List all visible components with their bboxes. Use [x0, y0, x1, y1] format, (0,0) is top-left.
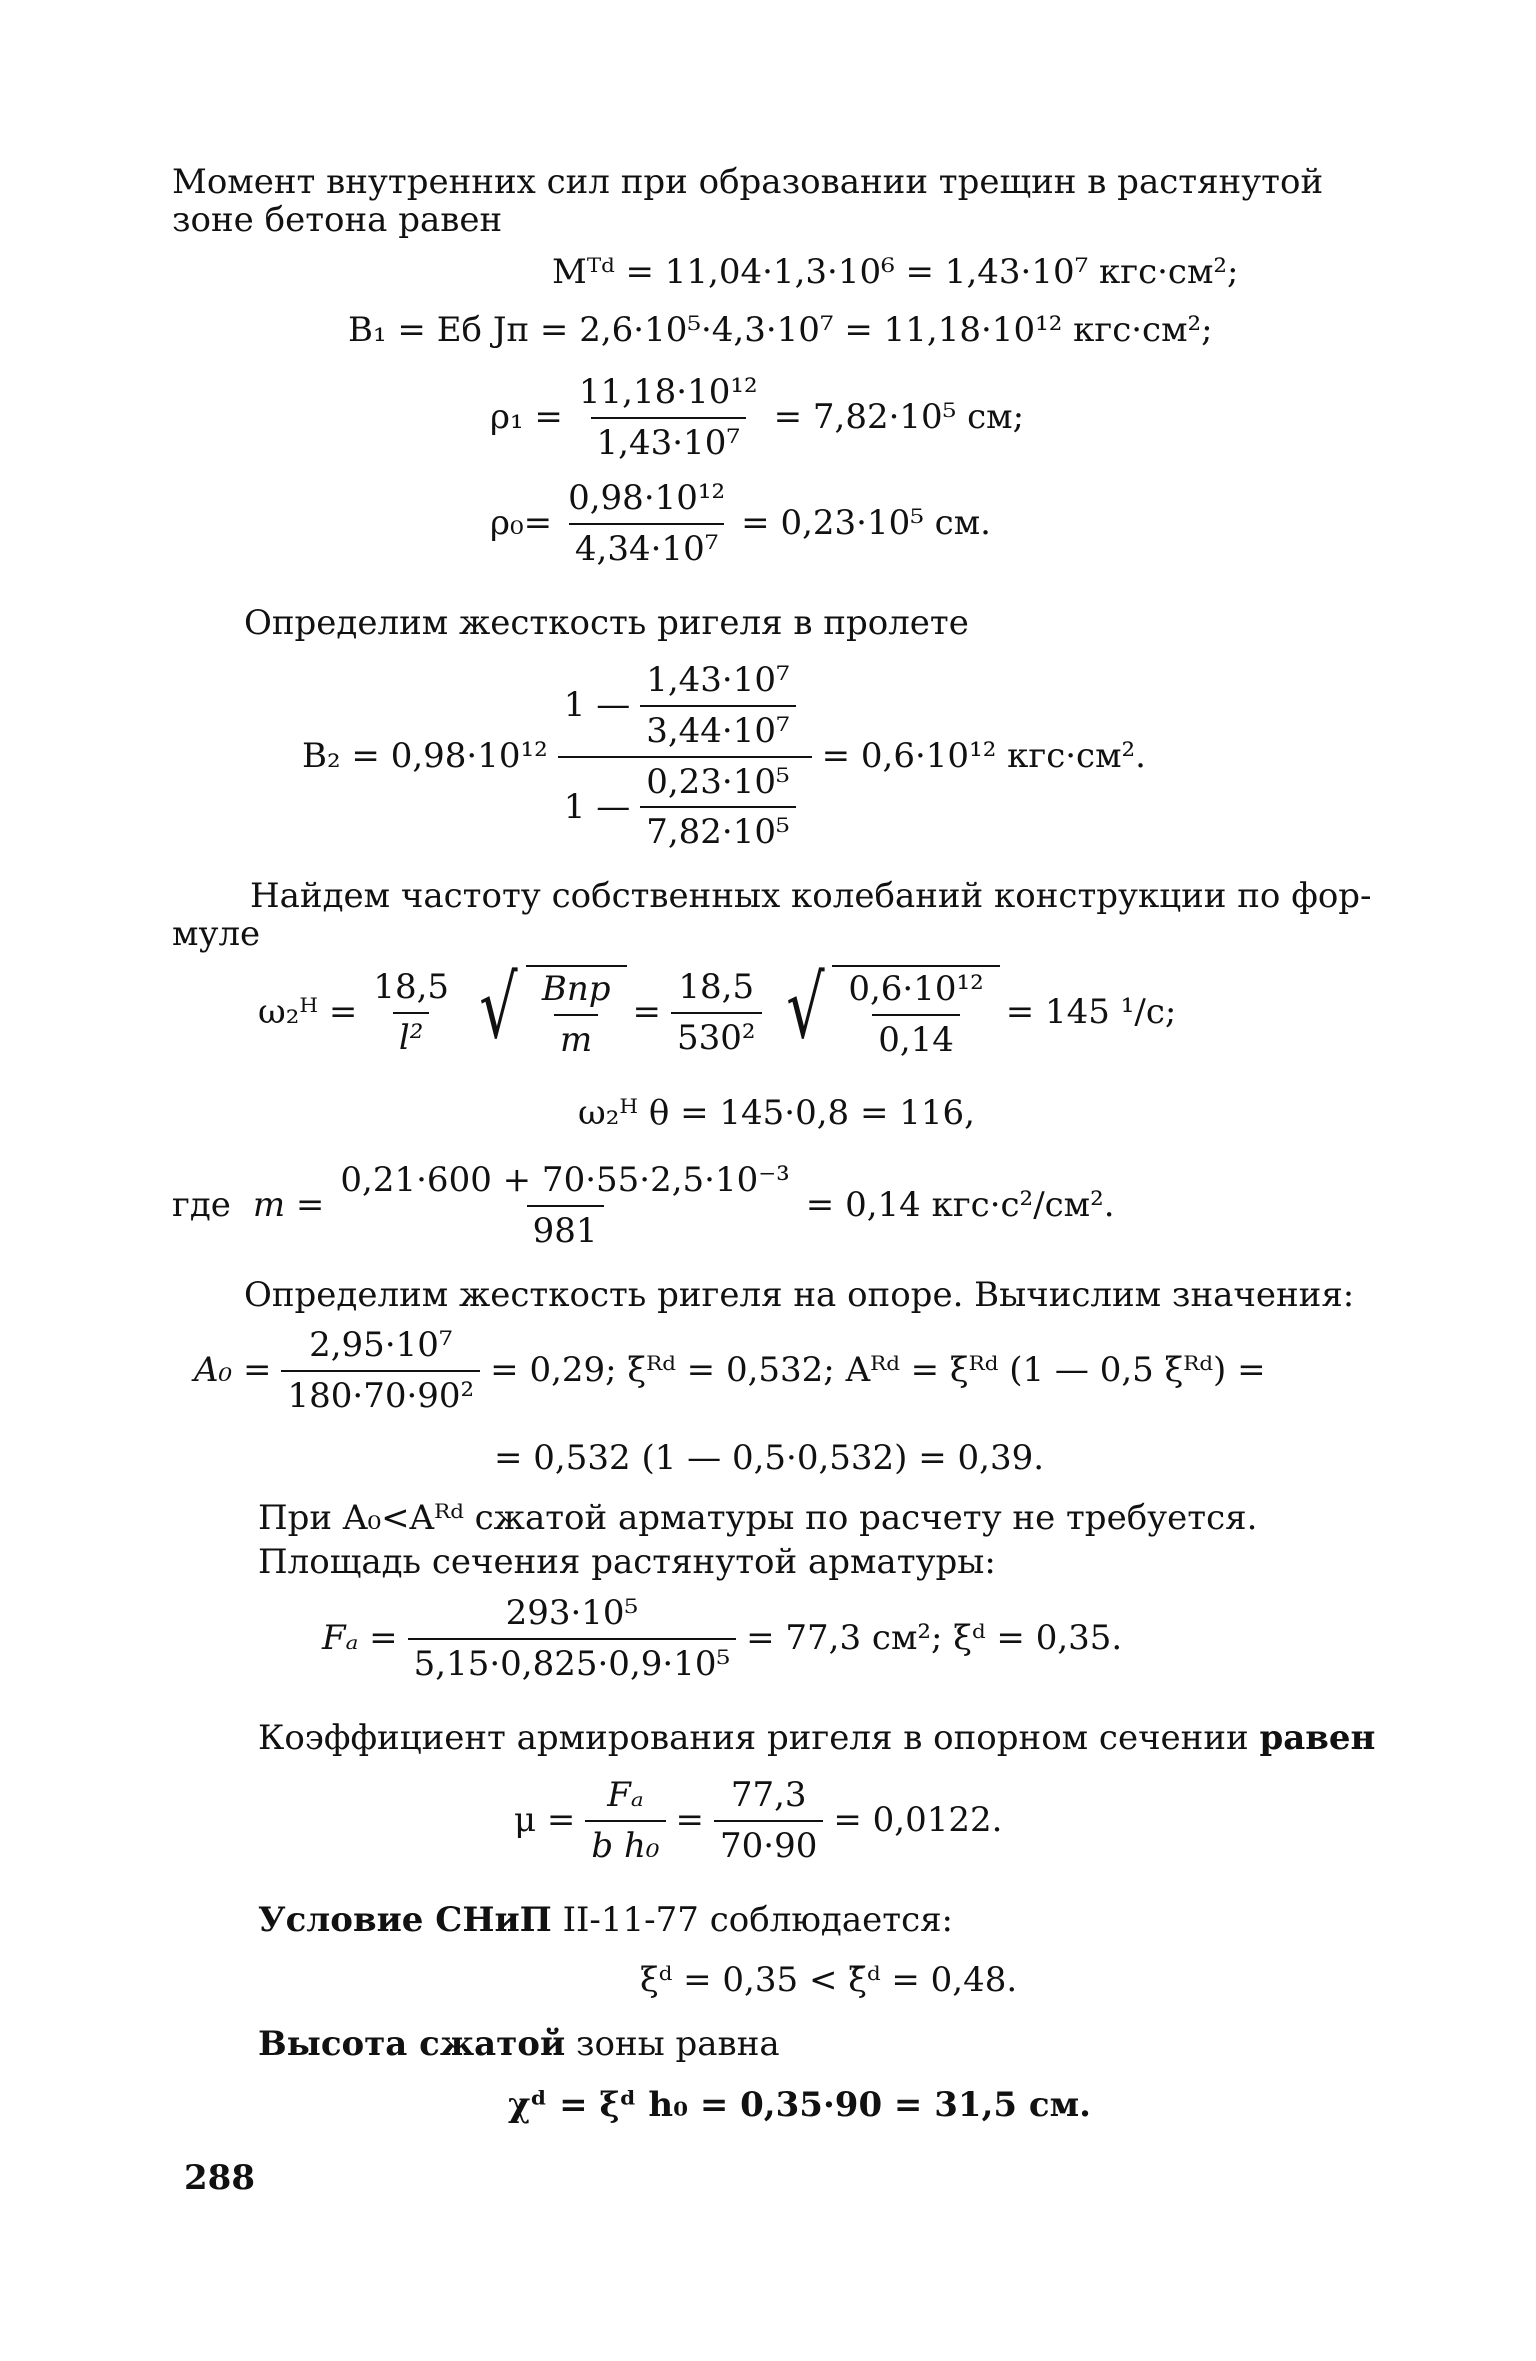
- reinforcement-text: [258, 1718, 1375, 1759]
- rho0-fraction: [562, 478, 731, 570]
- omega-rhs: = 145 ¹/с;: [1005, 992, 1177, 1033]
- reinforcement-text-b: равен: [1259, 1718, 1376, 1758]
- fa-rhs: = 77,3 см²; ξᵈ = 0,35.: [746, 1618, 1123, 1659]
- rho1-lhs: ρ₁ =: [490, 397, 563, 438]
- omega-frac-1: [367, 967, 455, 1059]
- b2-top-one: 1 —: [563, 685, 631, 726]
- root-2-num: 0,6·10¹²: [848, 969, 984, 1009]
- reinforcement-text-a: Коэффициент армирования ригеля в опорном сечении: [258, 1718, 1249, 1758]
- equation-omega: [258, 958, 1177, 1061]
- root-1-num: Bпр: [541, 969, 611, 1009]
- mu-frac-2-den: 70·90: [714, 1820, 823, 1867]
- a0-fraction: [281, 1325, 480, 1417]
- omega-frac-1-den: l²: [393, 1012, 430, 1059]
- equation-b1: B₁ = Eб Jп = 2,6·10⁵·4,3·10⁷ = 11,18·10¹² кгс·см²;: [348, 310, 1213, 350]
- a0-denominator: 180·70·90²: [281, 1370, 480, 1417]
- equation-mt: Mᵀᵈ = 11,04·1,3·10⁶ = 1,43·10⁷ кгс·см²;: [552, 252, 1239, 292]
- a0-lhs: A₀ =: [194, 1350, 272, 1391]
- rho1-rhs: = 7,82·10⁵ см;: [773, 397, 1025, 438]
- omega-root-1: [471, 958, 626, 1061]
- mu-lhs: μ =: [514, 1800, 576, 1841]
- omega-root-2: [778, 958, 1000, 1061]
- mu-frac-1-num: Fₐ: [607, 1775, 644, 1815]
- equation-rho0: [490, 478, 991, 570]
- mu-frac-2: [714, 1775, 823, 1867]
- rho0-rhs: = 0,23·10⁵ см.: [741, 503, 991, 544]
- snip-condition: ξᵈ = 0,35 < ξ̄ᵈ = 0,48.: [640, 1960, 1018, 2000]
- fa-fraction: [408, 1593, 736, 1685]
- mass-lhs: m =: [252, 1185, 325, 1226]
- mass-denominator: 981: [527, 1205, 604, 1252]
- equation-mu: [514, 1775, 1002, 1867]
- omega-root-2-frac: [842, 969, 989, 1061]
- mu-rhs: = 0,0122.: [833, 1800, 1003, 1841]
- root-1-sign-icon: √: [479, 958, 518, 1058]
- rho0-lhs: ρ₀=: [490, 503, 553, 544]
- mu-equals: =: [675, 1800, 705, 1841]
- support-note: При A₀<Aᴿᵈ сжатой арматуры по расчету не требуется.: [258, 1498, 1258, 1538]
- stiffness-span-text: Определим жесткость ригеля в пролете: [244, 603, 969, 643]
- omega-root-1-frac: [536, 969, 617, 1061]
- b2-bot-fraction: [640, 762, 795, 854]
- a0-numerator: 2,95·10⁷: [309, 1325, 453, 1365]
- fa-denominator: 5,15·0,825·0,9·10⁵: [408, 1638, 736, 1685]
- mass-rhs: = 0,14 кгс·с²/см².: [805, 1185, 1115, 1226]
- frequency-text-1: Найдем частоту собственных колебаний конструкции по фор-: [250, 876, 1372, 916]
- b2-top-fraction: [640, 660, 795, 752]
- omega-equals: =: [632, 992, 661, 1033]
- b2-top-num: 1,43·10⁷: [646, 660, 790, 700]
- frequency-text-2: муле: [172, 914, 261, 954]
- a0-rhs: = 0,29; ξᴿᵈ = 0,532; Aᴿᵈ = ξᴿᵈ (1 — 0,5 ξᴿᵈ) =: [490, 1350, 1266, 1391]
- omega-theta: ω₂ᴴ θ = 145·0,8 = 116,: [578, 1093, 975, 1133]
- equation-mass: [172, 1160, 1115, 1252]
- b2-bot-one: 1 —: [563, 786, 631, 827]
- equation-a0: [194, 1325, 1266, 1417]
- omega-frac-2-den: 530²: [671, 1012, 762, 1059]
- intro-line-1: Момент внутренних сил при образовании трещин в растянутой: [172, 162, 1324, 202]
- snip-text-bold: Условие СНиП: [258, 1900, 552, 1940]
- mu-frac-1-den: b h₀: [585, 1820, 665, 1867]
- b2-lhs: B₂ = 0,98·10¹²: [302, 736, 548, 777]
- b2-fraction: [558, 660, 812, 853]
- mass-fraction: [334, 1160, 795, 1252]
- b2-denominator: [558, 756, 812, 854]
- a0-line-2: = 0,532 (1 — 0,5·0,532) = 0,39.: [494, 1438, 1045, 1478]
- omega-frac-1-num: 18,5: [373, 967, 450, 1007]
- root-2-sign-icon: √: [785, 958, 825, 1058]
- rho1-numerator: 11,18·10¹²: [578, 372, 758, 412]
- rho0-denominator: 4,34·10⁷: [569, 523, 724, 570]
- b2-rhs: = 0,6·10¹² кгс·см².: [821, 736, 1146, 777]
- height-text-bold: Высота сжатой: [258, 2024, 566, 2064]
- equation-b2: [302, 660, 1146, 853]
- root-1-den: m: [554, 1014, 598, 1061]
- b2-bot-den: 7,82·10⁵: [640, 806, 795, 853]
- snip-text-rest: II-11-77 соблюдается:: [551, 1900, 954, 1940]
- mu-frac-2-num: 77,3: [730, 1775, 807, 1815]
- area-text: Площадь сечения растянутой арматуры:: [258, 1542, 996, 1582]
- b2-bot-num: 0,23·10⁵: [646, 761, 790, 802]
- snip-text: [258, 1900, 953, 1941]
- rho1-denominator: 1,43·10⁷: [591, 417, 746, 464]
- omega-lhs: ω₂ᴴ =: [258, 992, 358, 1033]
- equation-rho1: [490, 372, 1024, 464]
- root-2-den: 0,14: [872, 1014, 960, 1061]
- height-text-rest: зоны равна: [565, 2024, 780, 2064]
- b2-numerator: [558, 660, 812, 756]
- where-word: где: [172, 1185, 231, 1226]
- rho1-fraction: [573, 372, 764, 464]
- fa-numerator: 293·10⁵: [505, 1593, 639, 1633]
- height-text: [258, 2024, 780, 2065]
- b2-top-den: 3,44·10⁷: [640, 705, 795, 752]
- omega-frac-2: [671, 967, 762, 1059]
- rho0-numerator: 0,98·10¹²: [568, 478, 726, 518]
- intro-line-2: зоне бетона равен: [172, 200, 503, 240]
- fa-lhs: Fₐ =: [322, 1618, 398, 1659]
- equation-fa: [322, 1593, 1122, 1685]
- page-number: 288: [184, 2158, 255, 2198]
- omega-frac-2-num: 18,5: [678, 967, 755, 1007]
- mu-frac-1: [585, 1775, 665, 1867]
- mass-numerator: 0,21·600 + 70·55·2,5·10⁻³: [340, 1160, 790, 1200]
- support-text: Определим жесткость ригеля на опоре. Вычислим значения:: [244, 1275, 1355, 1315]
- height-equation: χᵈ = ξᵈ h₀ = 0,35·90 = 31,5 см.: [508, 2085, 1091, 2125]
